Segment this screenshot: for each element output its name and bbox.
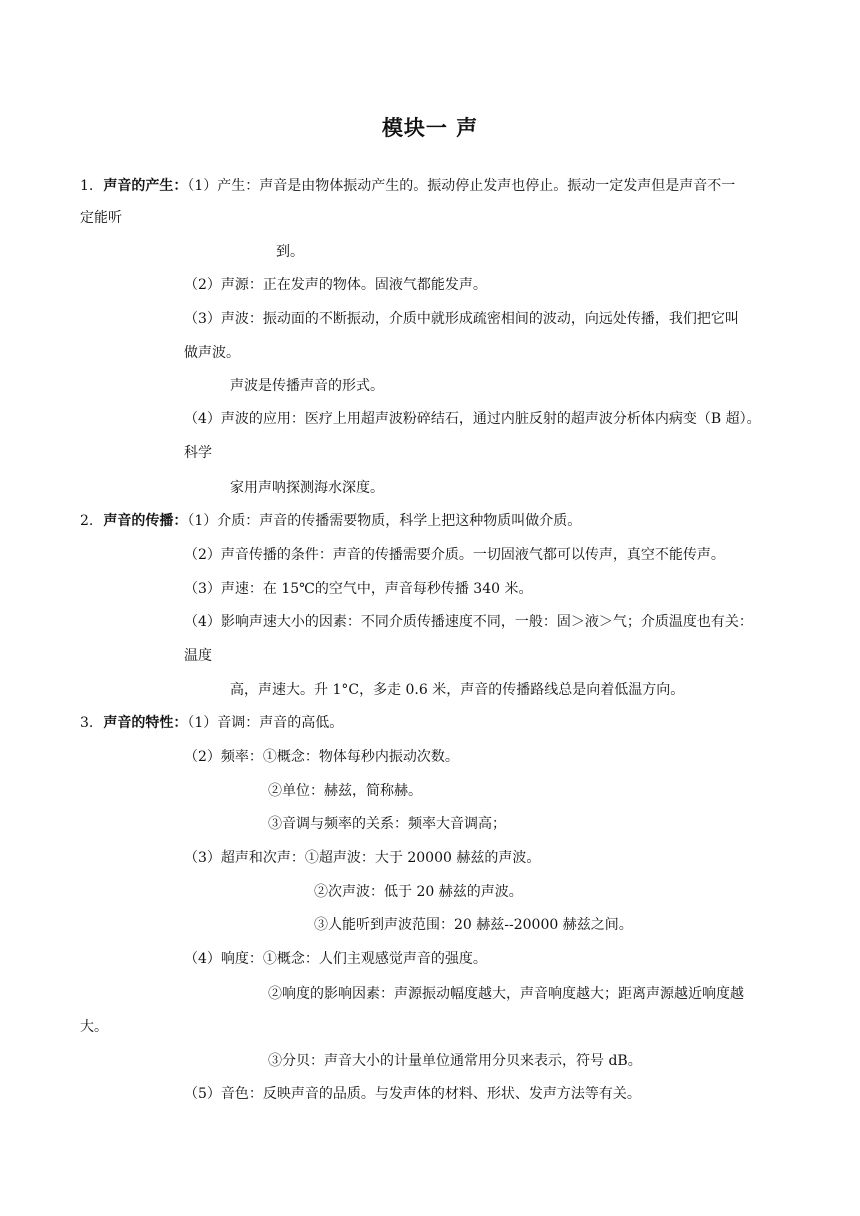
section-number: 2.: [80, 513, 94, 529]
text-line: （2）频率：①概念：物体每秒内振动次数。: [184, 749, 459, 765]
text-line: ②次声波：低于 20 赫兹的声波。: [314, 884, 523, 900]
text-line: 到。: [276, 244, 304, 260]
section-1-first-line: [80, 177, 735, 195]
text-line: 定能听: [80, 210, 122, 226]
section-2-first-line: [80, 512, 581, 530]
text-line: （1）介质：声音的传播需要物质，科学上把这种物质叫做介质。: [187, 513, 582, 529]
text-line: 做声波。: [184, 345, 240, 361]
text-line: （4）声波的应用：医疗上用超声波粉碎结石，通过内脏反射的超声波分析体内病变（B 超）。: [184, 411, 761, 427]
text-line: （1）产生：声音是由物体振动产生的。振动停止发声也停止。振动一定发声但是声音不一: [187, 178, 736, 194]
text-line: 家用声呐探测海水深度。: [230, 480, 384, 496]
text-line: （1）音调：声音的高低。: [187, 715, 344, 731]
text-line: （5）音色：反映声音的品质。与发声体的材料、形状、发声方法等有关。: [184, 1086, 641, 1102]
section-number: 1.: [80, 178, 94, 194]
text-line: （2）声音传播的条件：声音的传播需要介质。一切固液气都可以传声，真空不能传声。: [184, 547, 725, 563]
text-line: ③音调与频率的关系：频率大音调高；: [268, 816, 506, 832]
text-line: ③分贝：声音大小的计量单位通常用分贝来表示，符号 dB。: [268, 1053, 642, 1069]
text-line: ③人能听到声波范围：20 赫兹--20000 赫兹之间。: [314, 917, 633, 933]
text-line: ②单位：赫兹，简称赫。: [268, 783, 422, 799]
text-line: （3）超声和次声：①超声波：大于 20000 赫兹的声波。: [184, 850, 541, 866]
text-line: （2）声源：正在发声的物体。固液气都能发声。: [184, 277, 487, 293]
text-line: 声波是传播声音的形式。: [230, 378, 384, 394]
section-3-first-line: [80, 714, 343, 732]
text-line: 高，声速大。升 1°C，多走 0.6 米，声音的传播路线总是向着低温方向。: [230, 682, 685, 698]
text-line: （4）影响声速大小的因素：不同介质传播速度不同，一般：固＞液＞气；介质温度也有关：: [184, 614, 753, 630]
text-line: 大。: [80, 1019, 108, 1035]
text-line: 温度: [184, 648, 212, 664]
text-line: 科学: [184, 445, 212, 461]
section-heading: 声音的传播：: [103, 513, 188, 529]
text-line: （4）响度：①概念：人们主观感觉声音的强度。: [184, 951, 487, 967]
section-heading: 声音的特性：: [103, 715, 188, 731]
text-line: （3）声波：振动面的不断振动，介质中就形成疏密相间的波动，向远处传播，我们把它叫: [184, 311, 739, 327]
text-line: ②响度的影响因素：声源振动幅度越大，声音响度越大；距离声源越近响度越: [268, 986, 744, 1002]
section-number: 3.: [80, 715, 94, 731]
section-heading: 声音的产生：: [103, 178, 188, 194]
text-line: （3）声速：在 15℃的空气中，声音每秒传播 340 米。: [184, 581, 533, 597]
page-title: 模块一 声: [381, 116, 479, 140]
